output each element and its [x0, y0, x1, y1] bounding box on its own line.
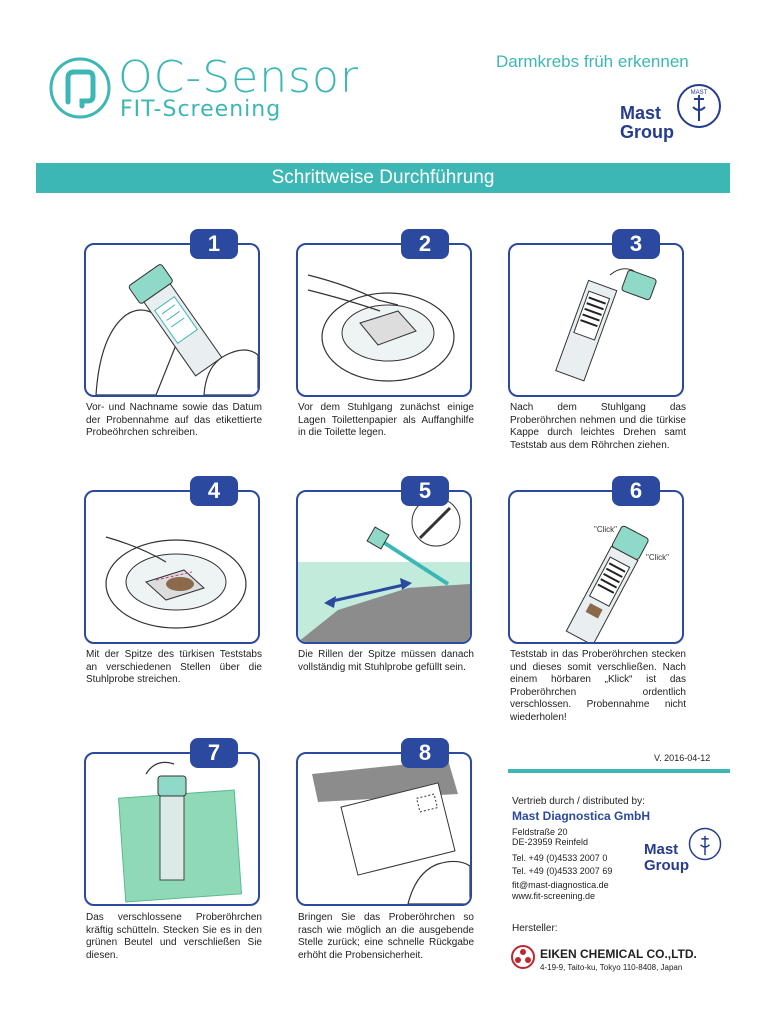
footer-mast-logo — [644, 842, 689, 874]
step-3-number: 3 — [612, 229, 660, 259]
click-label-1: "Click" — [594, 525, 618, 534]
manufacturer-address: 4-19-9, Taito-ku, Tokyo 110-8408, Japan — [540, 963, 683, 972]
step-8-number: 8 — [401, 738, 449, 768]
colon-icon — [48, 56, 112, 120]
step-7-text: Das verschlossene Proberöhrchen kräftig schütteln. Stecken Sie es in den grünen Beutel und verschließen Sie diesen. — [86, 912, 262, 961]
section-banner: Schrittweise Durchführung — [36, 163, 730, 193]
step-4-illustration — [84, 490, 260, 644]
mast-group-logo — [620, 104, 674, 142]
step-2-text: Vor dem Stuhlgang zunächst einige Lagen Toilettenpapier als Auffanghilfe in die Toilette legen. — [298, 402, 474, 438]
company-tel1: Tel. +49 (0)4533 2007 0 — [512, 853, 608, 863]
step-2-number: 2 — [401, 229, 449, 259]
tagline: Darmkrebs früh erkennen — [496, 52, 689, 71]
mast-seal-icon — [676, 83, 722, 129]
mast-word-1: Mast — [620, 103, 662, 123]
mast-word-2: Group — [620, 122, 674, 142]
company-name: Mast Diagnostica GmbH — [512, 809, 651, 823]
manufacturer-label: Hersteller: — [512, 923, 558, 934]
brand-logo-mark — [48, 56, 112, 120]
step-6-illustration — [508, 490, 684, 644]
company-street: Feldstraße 20 — [512, 827, 568, 837]
company-city: DE-23959 Reinfeld — [512, 837, 589, 847]
footer-divider — [508, 769, 730, 773]
seal-label: MAST — [690, 90, 708, 96]
company-website[interactable]: www.fit-screening.de — [512, 891, 596, 901]
footer-mast-word-1: Mast — [644, 841, 679, 858]
step-3-text: Nach dem Stuhlgang das Proberöhrchen nehmen und die türkise Kappe durch leichtes Drehen samt Teststab aus dem Röhrchen ziehen. — [510, 402, 686, 451]
step-1-number: 1 — [190, 229, 238, 259]
step-2-illustration — [296, 243, 472, 397]
company-email[interactable]: fit@mast-diagnostica.de — [512, 880, 609, 890]
brand-title: OC-Sensor — [118, 52, 360, 103]
step-5-number: 5 — [401, 476, 449, 506]
step-6-number: 6 — [612, 476, 660, 506]
brand-subtitle: FIT-Screening — [120, 97, 282, 122]
footer-mast-seal-icon — [688, 827, 722, 861]
footer-mast-word-2: Group — [644, 857, 689, 874]
step-8-illustration — [296, 752, 472, 906]
step-1-text: Vor- und Nachname sowie das Datum der Probennahme auf das etikettierte Probeöhrchen schreiben. — [86, 402, 262, 438]
version-label: V. 2016-04-12 — [654, 753, 711, 763]
manufacturer-name: EIKEN CHEMICAL CO.,LTD. — [540, 947, 697, 961]
step-8-text: Bringen Sie das Proberöhrchen so rasch wie möglich an die ausgebende Stelle zurück; eine schnelle Rückgabe erhöht die Probensicherheit. — [298, 912, 474, 961]
step-3-illustration — [508, 243, 684, 397]
step-4-number: 4 — [190, 476, 238, 506]
distributed-label: Vertrieb durch / distributed by: — [512, 796, 645, 807]
step-1-illustration — [84, 243, 260, 397]
eiken-logo-icon — [510, 944, 536, 970]
step-6-text: Teststab in das Proberöhrchen stecken und dieses somit verschließen. Nach einem hörbaren „Klick“ ist das Proberöhrchen ordentlich verschlossen. Probennahme nicht wiederholen! — [510, 649, 686, 723]
step-4-text: Mit der Spitze des türkisen Teststabs an verschiedenen Stellen über die Stuhlprobe streichen. — [86, 649, 262, 685]
step-7-number: 7 — [190, 738, 238, 768]
step-7-illustration — [84, 752, 260, 906]
company-tel2: Tel. +49 (0)4533 2007 69 — [512, 866, 613, 876]
step-5-text: Die Rillen der Spitze müssen danach vollständig mit Stuhlprobe gefüllt sein. — [298, 649, 474, 673]
step-5-illustration — [296, 490, 472, 644]
click-label-2: "Click" — [646, 553, 670, 562]
